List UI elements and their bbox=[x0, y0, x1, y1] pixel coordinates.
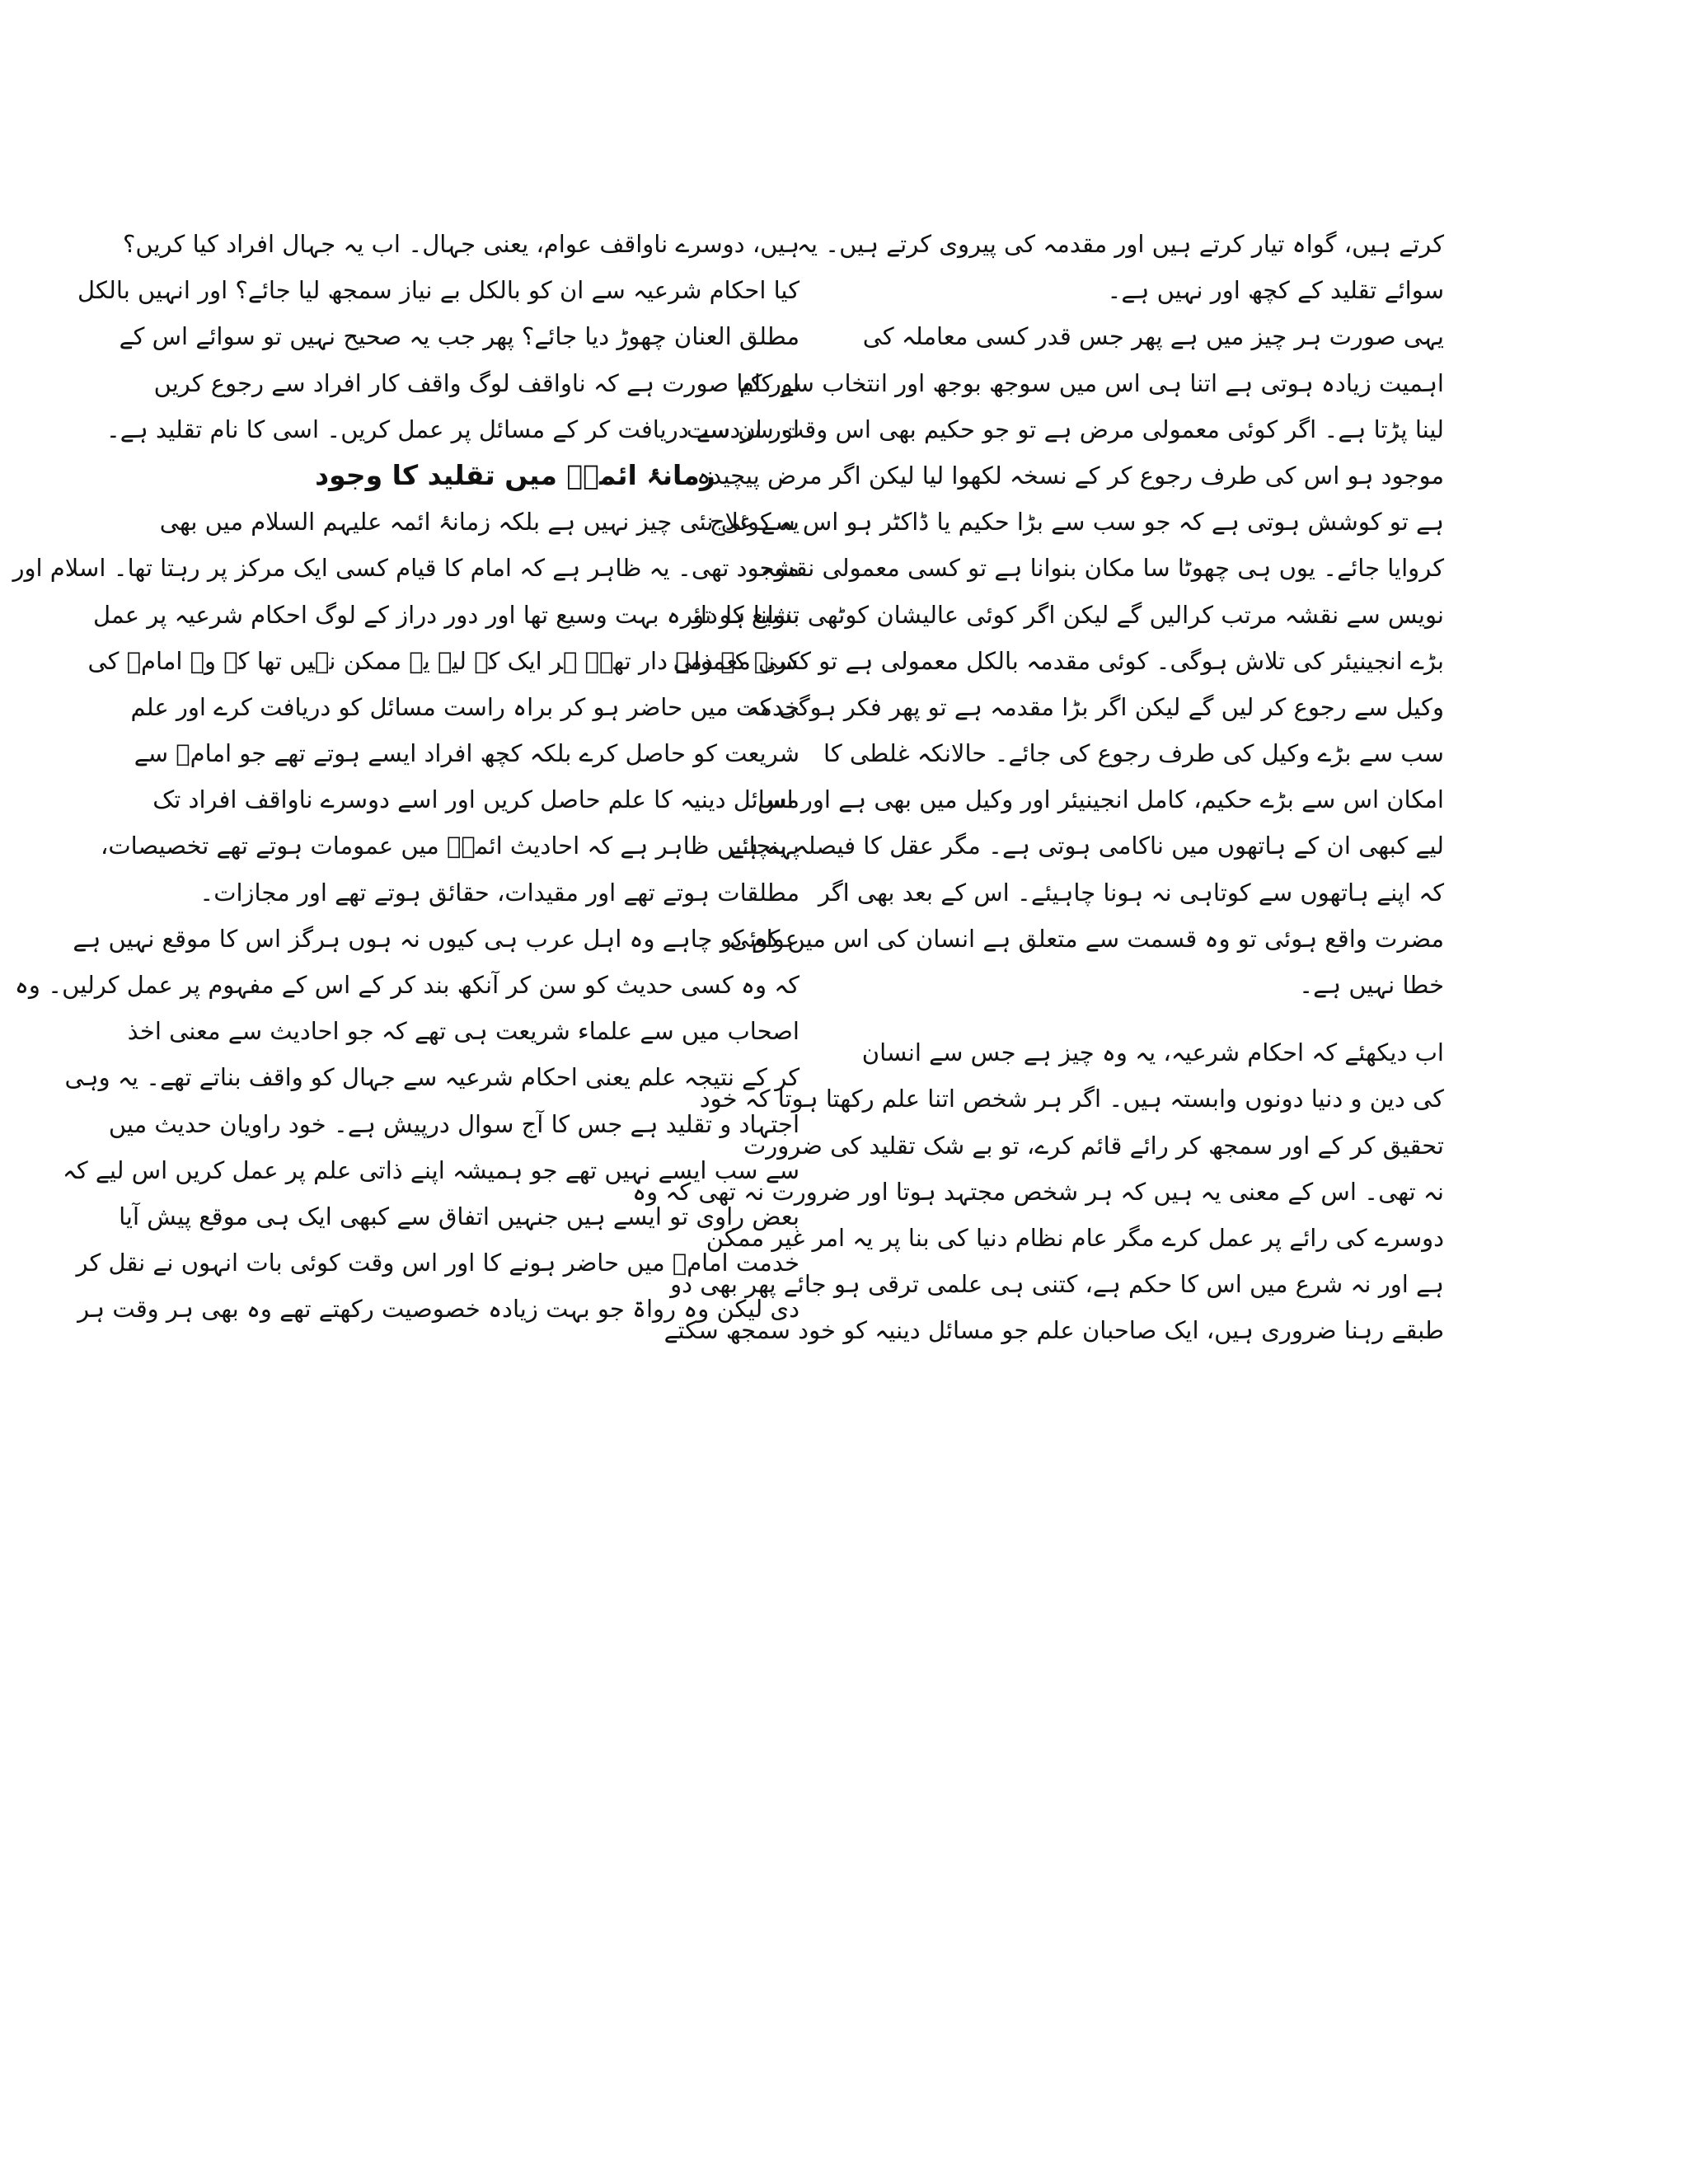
text-line: دوسرے کی رائے پر عمل کرے مگر عام نظام دنیا کی بنا پر یہ امر غیر ممکن bbox=[706, 1223, 1444, 1252]
text-line: اب دیکھئے کہ احکام شرعیہ، یہ وہ چیز ہے جس سے انسان bbox=[861, 1038, 1444, 1067]
text-line: سب سے بڑے وکیل کی طرف رجوع کی جائے۔ حالانکہ غلطی کا bbox=[823, 739, 1444, 768]
paragraph-gap bbox=[875, 1008, 1444, 1029]
text-line: نویس سے نقشہ مرتب کرالیں گے لیکن اگر کوئی عالیشان کوٹھی بنوانا ہو تو bbox=[692, 600, 1444, 629]
paragraph bbox=[77, 221, 799, 452]
text-line: شریعت کو حاصل کرے بلکہ کچھ افراد ایسے ہوتے تھے جو امامؑ سے bbox=[134, 739, 799, 768]
section-heading: زمانۂ ائمہؑ میں تقلید کا وجود bbox=[315, 458, 715, 491]
paragraph bbox=[796, 221, 1444, 313]
text-line: سے سب ایسے نہیں تھے جو ہمیشہ اپنے ذاتی علم پر عمل کریں اس لیے کہ bbox=[62, 1155, 799, 1184]
text-line: اور ان سے دریافت کر کے مسائل پر عمل کریں۔ اسی کا نام تقلید ہے۔ bbox=[106, 415, 799, 443]
text-line: سوائے تقلید کے کچھ اور نہیں ہے۔ bbox=[1107, 276, 1444, 305]
text-line: عوام کو چاہے وہ اہل عرب ہی کیوں نہ ہوں ہرگز اس کا موقع نہیں ہے bbox=[73, 924, 799, 953]
text-line: پہنچائیں ظاہر ہے کہ احادیث ائمہؑ میں عمومات ہوتے تھے تخصیصات، bbox=[100, 832, 799, 860]
text-line: بڑے انجینیئر کی تلاش ہوگی۔ کوئی مقدمہ بالکل معمولی ہے تو کسی معمولی bbox=[673, 646, 1444, 675]
text-line: نہ تھی۔ اس کے معنی یہ ہیں کہ ہر شخص مجتہد ہوتا اور ضرورت نہ تھی کہ وہ bbox=[632, 1177, 1444, 1206]
text-line: مطلق العنان چھوڑ دیا جائے؟ پھر جب یہ صحیح نہیں تو سوائے اس کے bbox=[119, 322, 799, 351]
text-line: ہے اور نہ شرع میں اس کا حکم ہے، کتنی ہی علمی ترقی ہو جائے پھر بھی دو bbox=[670, 1270, 1444, 1299]
text-line: ہیں، دوسرے ناواقف عوام، یعنی جہال۔ اب یہ جہال افراد کیا کریں؟ bbox=[123, 230, 799, 258]
text-line: تحقیق کر کے اور سمجھ کر رائے قائم کرے، تو بے شک تقلید کی ضرورت bbox=[743, 1131, 1444, 1160]
text-line: خدمت میں حاضر ہو کر براہ راست مسائل کو دریافت کرے اور علم bbox=[130, 692, 799, 721]
text-line: لیے کبھی ان کے ہاتھوں میں ناکامی ہوتی ہے۔ مگر عقل کا فیصلہ یہ ہے bbox=[730, 832, 1444, 860]
text-line: بعض راوی تو ایسے ہیں جنہیں اتفاق سے کبھی ایک ہی موقع پیش آیا bbox=[119, 1202, 799, 1230]
text-line: تشیع کا دائرہ بہت وسیع تھا اور دور دراز کے لوگ احکام شرعیہ پر عمل bbox=[93, 600, 799, 629]
text-line: موجود تھی۔ یہ ظاہر ہے کہ امام کا قیام کسی ایک مرکز پر رہتا تھا۔ اسلام اور bbox=[12, 554, 799, 583]
text-line: خدمت امامؑ میں حاضر ہونے کا اور اس وقت کوئی بات انہوں نے نقل کر bbox=[76, 1249, 799, 1277]
text-line: یہ کوئی نئی چیز نہیں ہے بلکہ زمانۂ ائمہ علیہم السلام میں بھی bbox=[159, 508, 799, 537]
text-line: اجتہاد و تقلید ہے جس کا آج سوال درپیش ہے۔ خود راویان حدیث میں bbox=[108, 1109, 799, 1138]
text-line: اور کیا صورت ہے کہ ناواقف لوگ واقف کار افراد سے رجوع کریں bbox=[153, 368, 799, 397]
text-line: ہے تو کوشش ہوتی ہے کہ جو سب سے بڑا حکیم یا ڈاکٹر ہو اس سے علاج bbox=[709, 508, 1444, 537]
text-line: کہ وہ کسی حدیث کو سن کر آنکھ بند کر کے اس کے مفہوم پر عمل کرلیں۔ وہ bbox=[14, 971, 799, 999]
text-line: کروایا جائے۔ یوں ہی چھوٹا سا مکان بنوانا ہے تو کسی معمولی نقشہ bbox=[760, 554, 1444, 583]
text-line: کہ اپنے ہاتھوں سے کوتاہی نہ ہونا چاہیئے۔ اس کے بعد بھی اگر bbox=[818, 878, 1444, 907]
text-line: کی دین و دنیا دونوں وابستہ ہیں۔ اگر ہر شخص اتنا علم رکھتا ہوتا کہ خود bbox=[699, 1085, 1444, 1113]
paragraph bbox=[632, 1029, 1444, 1353]
text-line: کر کے نتیجہ علم یعنی احکام شرعیہ سے جہال کو واقف بناتے تھے۔ یہ وہی bbox=[64, 1063, 799, 1092]
text-line: کیا احکام شرعیہ سے ان کو بالکل بے نیاز سمجھ لیا جائے؟ اور انہیں بالکل bbox=[77, 276, 799, 305]
text-line: دی لیکن وہ رواۃ جو بہت زیادہ خصوصیت رکھتے تھے وہ بھی ہر وقت ہر bbox=[77, 1295, 799, 1324]
left-column bbox=[12, 221, 799, 1333]
text-line: کرنے کے ذمہ دار تھے۔ ہر ایک کے لیے یہ ممکن نہیں تھا کہ وہ امامؑ کی bbox=[87, 646, 799, 675]
text-line: یہی صورت ہر چیز میں ہے پھر جس قدر کسی معاملہ کی bbox=[862, 322, 1444, 351]
paragraph bbox=[673, 313, 1444, 1008]
text-line: خطا نہیں ہے۔ bbox=[1299, 971, 1444, 999]
text-line: مطلقات ہوتے تھے اور مقیدات، حقائق ہوتے تھے اور مجازات۔ bbox=[199, 878, 799, 907]
text-line: طبقے رہنا ضروری ہیں، ایک صاحبان علم جو مسائل دینیہ کو خود سمجھ سکتے bbox=[663, 1316, 1444, 1345]
paragraph bbox=[12, 499, 799, 1332]
text-line: وکیل سے رجوع کر لیں گے لیکن اگر بڑا مقدمہ ہے تو پھر فکر ہوگی کہ bbox=[745, 692, 1444, 721]
text-line: کرتے ہیں، گواہ تیار کرتے ہیں اور مقدمہ کی پیروی کرتے ہیں۔ یہ bbox=[796, 230, 1444, 258]
text-line: موجود ہو اس کی طرف رجوع کر کے نسخہ لکھوا لیا لیکن اگر مرض پیچیدہ bbox=[696, 461, 1444, 490]
text-line: مضرت واقع ہوئی تو وہ قسمت سے متعلق ہے انسان کی اس میں کوئی bbox=[729, 924, 1444, 953]
text-line: امکان اس سے بڑے حکیم، کامل انجینیئر اور وکیل میں بھی ہے اور اس bbox=[757, 785, 1444, 814]
text-line: لینا پڑتا ہے۔ اگر کوئی معمولی مرض ہے تو جو حکیم بھی اس وقت سردست bbox=[686, 415, 1444, 443]
text-line: مسائل دینیہ کا علم حاصل کریں اور اسے دوسرے ناواقف افراد تک bbox=[152, 785, 799, 814]
right-column bbox=[632, 221, 1444, 1354]
text-line: اہمیت زیادہ ہوتی ہے اتنا ہی اس میں سوجھ بوجھ اور انتخاب سے کام bbox=[738, 368, 1444, 397]
text-line: اصحاب میں سے علماء شریعت ہی تھے کہ جو احادیث سے معنی اخذ bbox=[127, 1017, 799, 1046]
